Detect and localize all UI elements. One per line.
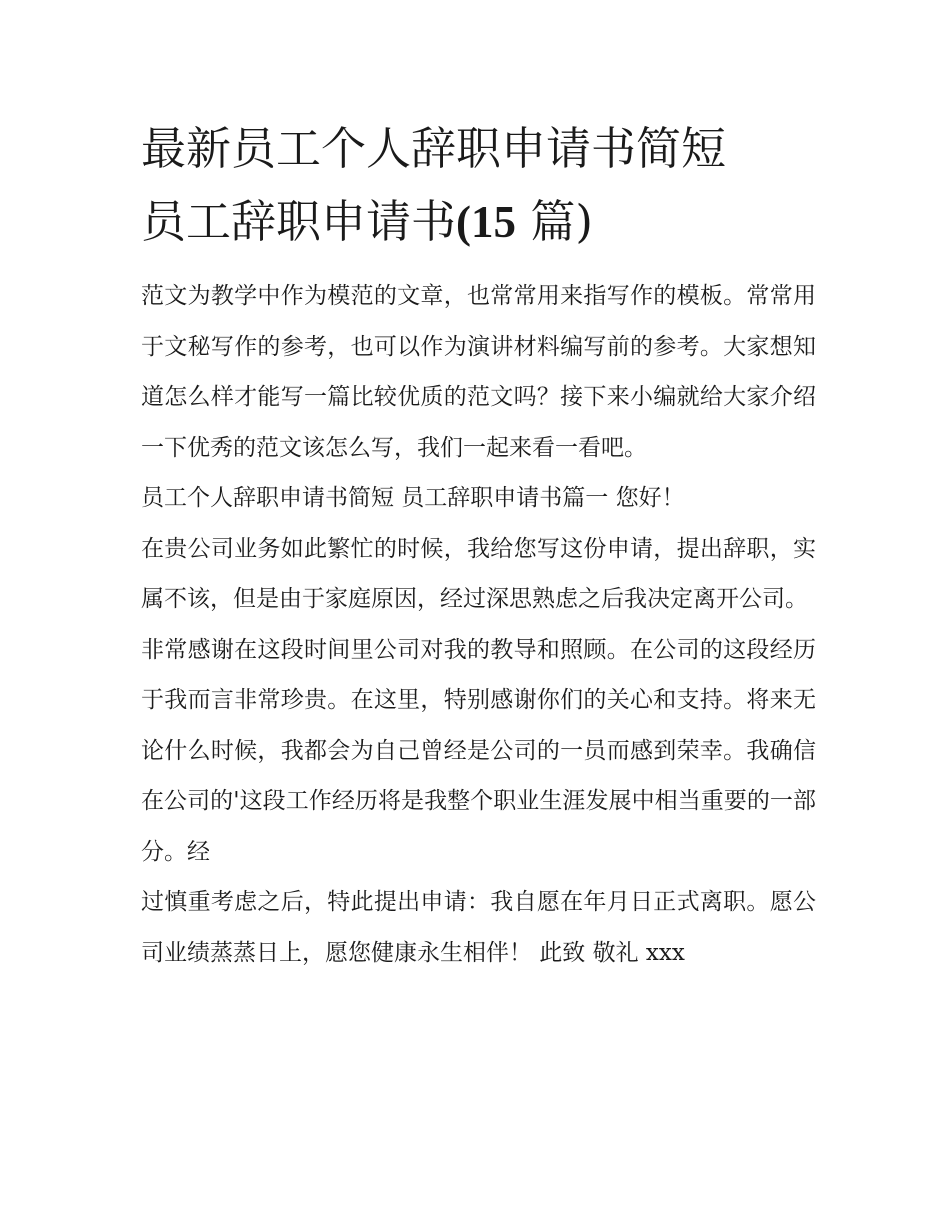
title-line-1: 最新员工个人辞职申请书简短	[141, 122, 727, 175]
paragraph-intro: 范文为教学中作为模范的文章，也常常用来指写作的模板。常常用于文秘写作的参考，也可以作为演讲材料编写前的参考。大家想知道怎么样才能写一篇比较优质的范文吗？接下来小编就给大家介绍一下优秀的范文该怎么写，我们一起来看一看吧。	[141, 283, 816, 461]
title-line-2-prefix: 员工辞职申请书	[141, 195, 457, 248]
paragraph-closing: 过慎重考虑之后，特此提出申请：我自愿在年月日正式离职。愿公司业绩蒸蒸日上，愿您健康永生相伴！ 此致 敬礼 xxx	[141, 889, 816, 966]
paragraph-thanks: 非常感谢在这段时间里公司对我的教导和照顾。在公司的这段经历于我而言非常珍贵。在这里，特别感谢你们的关心和支持。将来无论什么时候，我都会为自己曾经是公司的一员而感到荣幸。我确信在公司的'这段工作经历将是我整个职业生涯发展中相当重要的一部分。经	[141, 636, 816, 865]
title-line-2-count: (15	[456, 197, 517, 247]
document-page	[141, 112, 816, 978]
document-title	[141, 112, 816, 259]
paragraph-heading: 员工个人辞职申请书简短 员工辞职申请书篇一 您好！	[141, 485, 685, 511]
title-line-2-suffix: 篇)	[516, 195, 593, 248]
document-body	[141, 271, 816, 978]
paragraph-reason: 在贵公司业务如此繁忙的时候，我给您写这份申请，提出辞职，实属不该，但是由于家庭原因，经过深思熟虑之后我决定离开公司。	[141, 535, 816, 612]
